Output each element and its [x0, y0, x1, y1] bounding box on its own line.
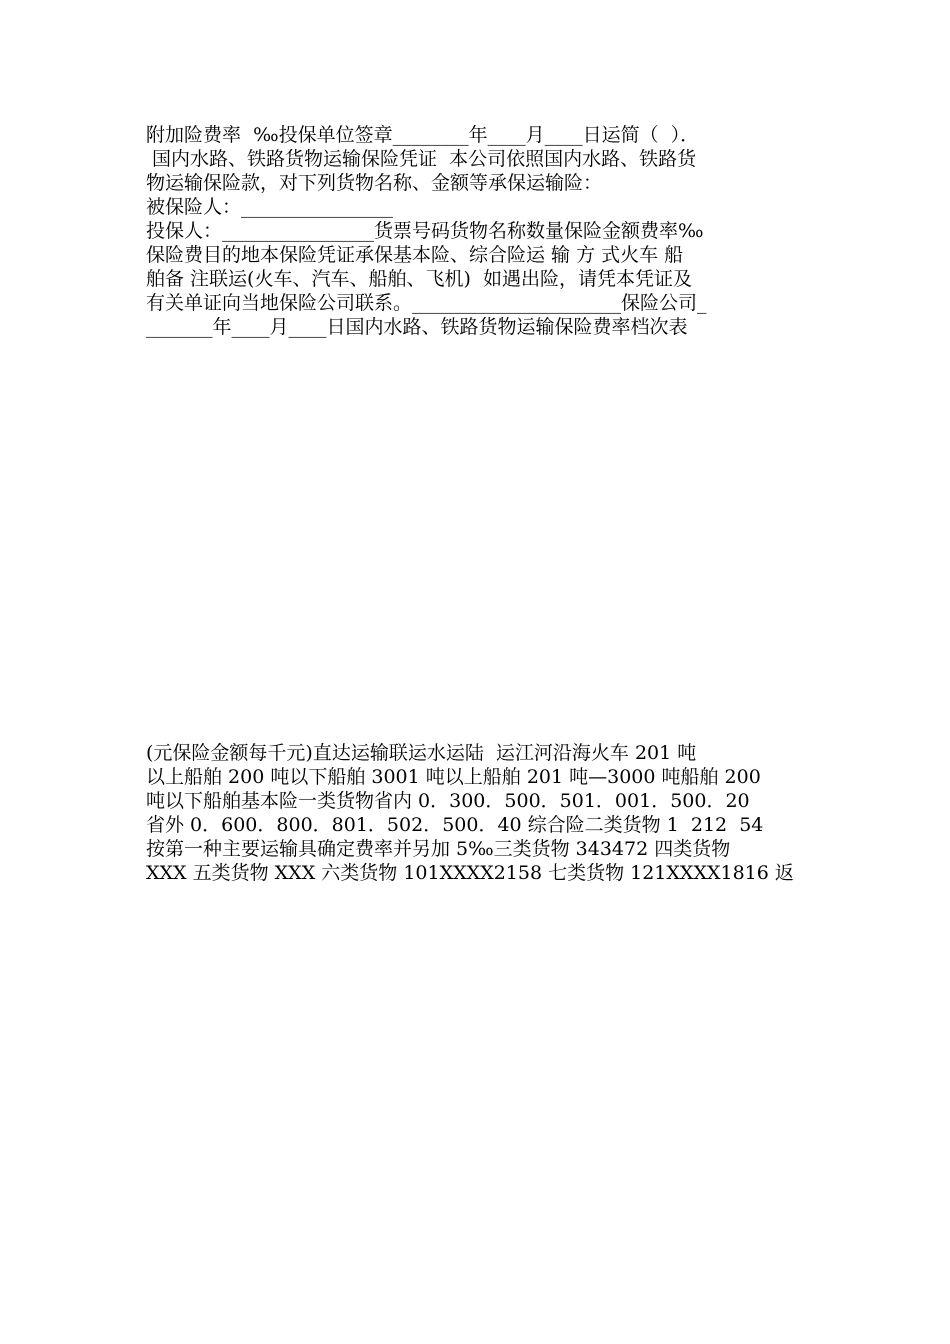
text-line: 保险费目的地本保险凭证承保基本险、综合险运 输 方 式火车 船: [146, 244, 684, 266]
text-line: 国内水路、铁路货物运输保险凭证 本公司依照国内水路、铁路货: [146, 148, 697, 170]
text-line: 物运输保险款，对下列货物名称、金额等承保运输险：: [146, 172, 603, 194]
text-line: 被保险人：________________: [146, 196, 394, 218]
text-line: XXX 五类货物 XXX 六类货物 101XXXX2158 七类货物 121XXXX1816 返: [146, 862, 794, 884]
text-line: 投保人：________________货票号码货物名称数量保险金额费率‰: [146, 220, 704, 242]
rate-table-text: [146, 741, 826, 885]
text-line: (元保险金额每千元)直达运输联运水运陆 运江河沿海火车 201 吨: [146, 742, 697, 764]
insurance-certificate-text: [146, 123, 826, 339]
text-line: 吨以下船舶基本险一类货物省内 0．300．500．501．001．500．20: [146, 790, 750, 812]
text-line: 以上船舶 200 吨以下船舶 3001 吨以上船舶 201 吨—3000 吨船舶 200: [146, 766, 761, 788]
text-line: 附加险费率 ‰投保单位签章________年____月____日运简（ ）．: [146, 124, 700, 146]
text-line: 舶备 注联运(火车、汽车、船舶、飞机) 如遇出险，请凭本凭证及: [146, 268, 692, 290]
text-line: 省外 0．600．800．801．502．500．40 综合险二类货物 1 212 54: [146, 814, 764, 836]
text-line: 有关单证向当地保险公司联系。______________________保险公司_: [146, 292, 707, 314]
text-line: _______年____月____日国内水路、铁路货物运输保险费率档次表: [146, 316, 688, 338]
text-line: 按第一种主要运输具确定费率并另加 5‰三类货物 343472 四类货物: [146, 838, 731, 860]
